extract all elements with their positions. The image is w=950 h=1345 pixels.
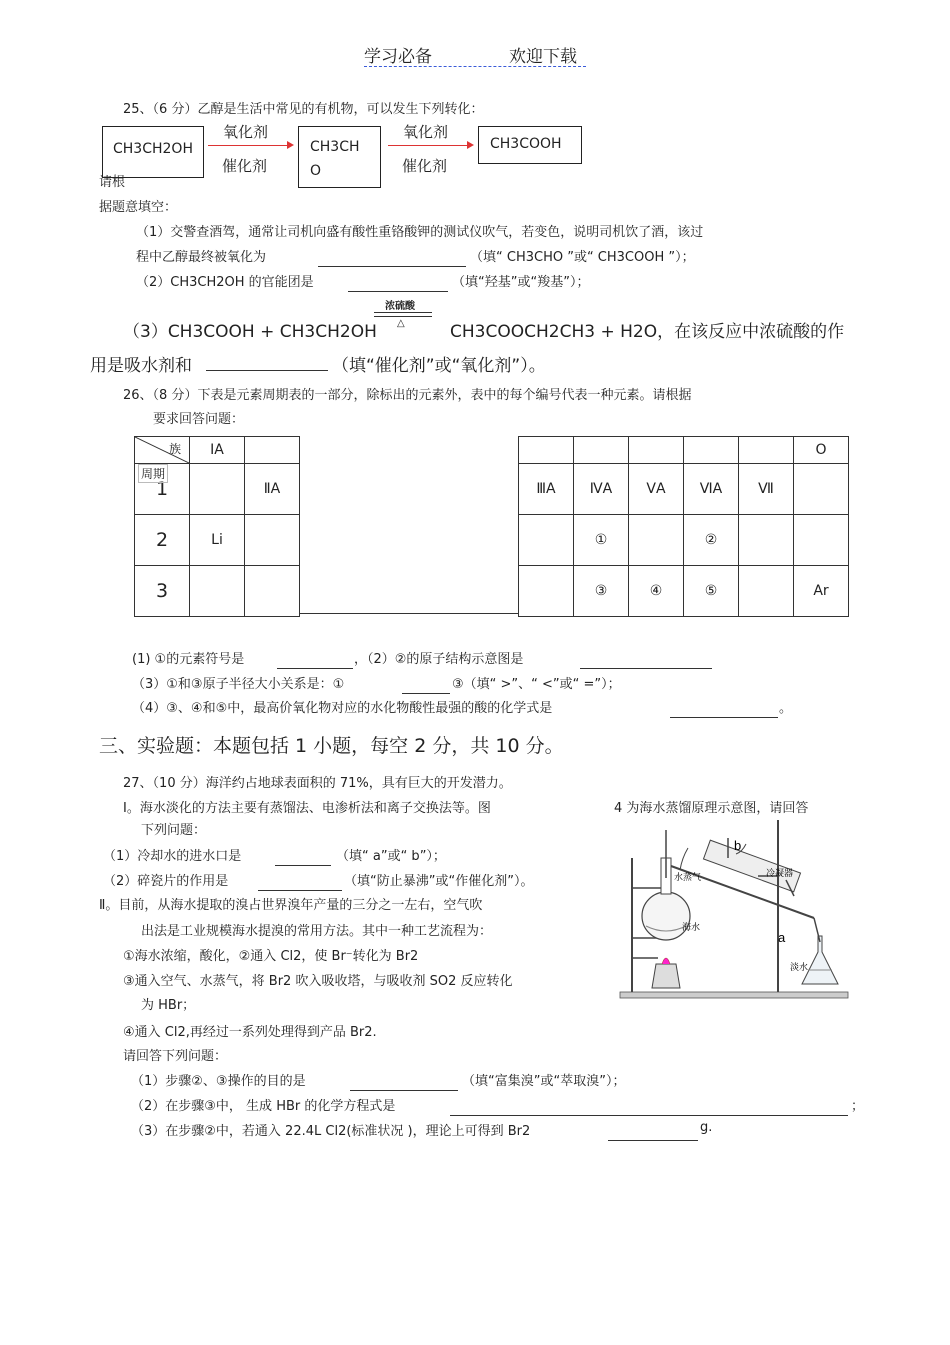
q25-p1a: （1）交警查酒驾，通常让司机向盛有酸性重铬酸钾的测试仪吹气，若变色，说明司机饮了酒，该过 <box>136 225 704 240</box>
pt-group-1a: ⅠA <box>190 437 245 464</box>
pt-cell-3-2 <box>245 566 300 617</box>
q25-blank2[interactable] <box>348 273 448 292</box>
header-left: 学习必备 <box>364 47 432 67</box>
q27-b3b: g. <box>700 1120 713 1135</box>
q27-blank4[interactable] <box>450 1097 848 1116</box>
pt-r-2-3 <box>629 515 684 566</box>
q25-blank1[interactable] <box>318 248 466 267</box>
q26-blank4[interactable] <box>670 699 778 718</box>
pt-r-3-5 <box>739 566 794 617</box>
pt-cell-c3: ③ <box>574 566 629 617</box>
q27-s3b: 为 HBr； <box>141 998 196 1013</box>
section3-heading: 三、实验题：本题包括 1 小题，每空 2 分，共 10 分。 <box>99 735 564 757</box>
q27-s4: ④通入 Cl2,再经过一系列处理得到产品 Br2. <box>123 1025 377 1040</box>
pt-period-3: 3 <box>135 566 190 617</box>
q25-p3-arrow-top <box>374 312 432 313</box>
q27-i1r: 4 为海水蒸馏原理示意图，请回答 <box>614 801 809 816</box>
pt-cell-2-2 <box>245 515 300 566</box>
pt-r-top-1 <box>519 437 574 464</box>
pt-cell-3-1 <box>190 566 245 617</box>
fig-label-fresh: 淡水 <box>790 963 809 973</box>
pt-period-2: 2 <box>135 515 190 566</box>
q25-intro: 据题意填空： <box>99 200 178 215</box>
q26-a3: （3）①和③原子半径大小关系是：① <box>132 677 345 692</box>
q25-arrow1 <box>208 145 292 146</box>
q26-a1: (1) ①的元素符号是 <box>132 652 245 667</box>
pt-r-2-5 <box>739 515 794 566</box>
q27-b1b: （填“富集溴”或“萃取溴”）； <box>462 1074 626 1089</box>
pt-group-3a: ⅢA <box>519 464 574 515</box>
q27-title: 27、（10 分）海洋约占地球表面积的 71%，具有巨大的开发潜力。 <box>123 776 512 791</box>
q27-ii1: Ⅱ。目前，从海水提取的溴占世界溴年产量的三分之一左右，空气吹 <box>99 898 483 913</box>
q27-b3: （3）在步骤②中，若通入 22.4L Cl2(标准状况 )，理论上可得到 Br2 <box>131 1124 531 1139</box>
q25-p3-condition: 浓硫酸 <box>385 301 415 312</box>
pt-group-6a: ⅥA <box>684 464 739 515</box>
pt-r-top-2 <box>574 437 629 464</box>
q25-box-acetaldehyde <box>298 126 381 188</box>
pt-corner-zu: 族 <box>168 442 181 456</box>
pt-r-2-6 <box>794 515 849 566</box>
q26-a1b: ，（2）②的原子结构示意图是 <box>354 652 524 667</box>
q25-p3c: 用是吸水剂和 <box>90 356 192 376</box>
q27-q1: （1）冷却水的进水口是 <box>103 849 242 864</box>
pt-cell-ar: Ar <box>794 566 849 617</box>
q26-title2: 要求回答问题： <box>153 412 245 427</box>
pt-cell-c1: ① <box>574 515 629 566</box>
q27-q1b: （填“ a”或“ b”）； <box>336 849 446 864</box>
q27-blank2[interactable] <box>258 872 342 891</box>
distillation-apparatus-figure <box>618 818 850 1002</box>
q27-blank1[interactable] <box>275 847 331 866</box>
q27-s1: ①海水浓缩，酸化，②通入 Cl2，使 Br⁻转化为 Br2 <box>123 949 419 964</box>
q25-p3b: CH3COOCH2CH3 + H2O，在该反应中浓硫酸的作 <box>450 322 845 342</box>
pt-cell-li: Li <box>190 515 245 566</box>
pt-group-o: O <box>794 437 849 464</box>
periodic-table-left <box>134 436 300 617</box>
q25-p1c: （填“ CH3CHO ”或“ CH3COOH ”）； <box>470 250 695 265</box>
q25-p2a: （2）CH3CH2OH 的官能团是 <box>136 275 314 290</box>
q27-i1: Ⅰ。海水淡化的方法主要有蒸馏法、电渗析法和离子交换法等。图 <box>123 801 491 816</box>
pt-group-2a: ⅡA <box>245 464 300 515</box>
q26-blank2[interactable] <box>580 650 712 669</box>
q27-blank3[interactable] <box>350 1072 458 1091</box>
q27-ii2: 出法是工业规模海水提溴的常用方法。其中一种工艺流程为： <box>141 924 493 939</box>
pt-group-empty <box>245 437 300 464</box>
q26-blank3[interactable] <box>402 675 450 694</box>
q25-arrow1-top: 氧化剂 <box>223 123 269 141</box>
q27-b1: （1）步骤②、③操作的目的是 <box>131 1074 306 1089</box>
q25-box1-text: CH3CH2OH <box>113 141 193 157</box>
q27-ask: 请回答下列问题： <box>123 1049 228 1064</box>
pt-corner <box>135 437 190 464</box>
q27-q2b: （填“防止暴沸”或“作催化剂”）。 <box>344 874 534 889</box>
q25-blank3[interactable] <box>206 352 328 371</box>
fig-label-b: b <box>734 838 742 853</box>
q26-a4: （4）③、④和⑤中，最高价氧化物对应的水化物酸性最强的酸的化学式是 <box>132 701 553 716</box>
fig-label-a: a <box>778 930 786 945</box>
pt-r-1-6 <box>794 464 849 515</box>
q25-box3-text: CH3COOH <box>490 136 562 152</box>
q25-arrow2-top: 氧化剂 <box>403 123 449 141</box>
q26-title: 26、（8 分）下表是元素周期表的一部分，除标出的元素外，表中的每个编号代表一种元素。请根据 <box>123 388 692 403</box>
q25-p2b: （填“羟基”或“羧基”）； <box>452 275 590 290</box>
q25-p3-delta: △ <box>397 318 405 329</box>
q25-arrow2-bottom: 催化剂 <box>402 157 448 175</box>
pt-cell-c2: ② <box>684 515 739 566</box>
pt-r-3-1 <box>519 566 574 617</box>
pt-group-5a: ⅤA <box>629 464 684 515</box>
q27-blank5[interactable] <box>608 1122 698 1141</box>
pt-bottom-connector <box>299 613 519 614</box>
pt-r-top-5 <box>739 437 794 464</box>
q26-a4b: 。 <box>779 701 793 716</box>
pt-r-top-4 <box>684 437 739 464</box>
pt-r-top-3 <box>629 437 684 464</box>
pt-group-7: Ⅶ <box>739 464 794 515</box>
pt-period-1-label: 1 <box>155 478 169 500</box>
pt-cell-c5: ⑤ <box>684 566 739 617</box>
q25-p3-arrow-bottom <box>374 316 432 317</box>
pt-r-2-1 <box>519 515 574 566</box>
header-underline <box>364 66 586 67</box>
q25-p3d: （填“催化剂”或“氧化剂”）。 <box>332 356 546 376</box>
q25-p1b: 程中乙醇最终被氧化为 <box>136 250 267 265</box>
q27-b2b: ； <box>851 1099 865 1114</box>
q25-arrow2 <box>388 145 472 146</box>
header-right: 欢迎下载 <box>509 47 577 67</box>
q27-q2: （2）碎瓷片的作用是 <box>103 874 229 889</box>
q26-a3b: ③（填“ >”、“ <”或“ =”）； <box>452 677 621 692</box>
pt-group-4a: ⅣA <box>574 464 629 515</box>
fig-label-steam: 水蒸气 <box>674 873 702 883</box>
q27-b2: （2）在步骤③中， 生成 HBr 的化学方程式是 <box>131 1099 396 1114</box>
q27-s3: ③通入空气、水蒸气，将 Br2 吹入吸收塔，与吸收剂 SO2 反应转化 <box>123 974 513 989</box>
q25-p3a: （3）CH3COOH + CH3CH2OH <box>123 322 377 342</box>
q25-title: 25、（6 分）乙醇是生活中常见的有机物，可以发生下列转化： <box>123 102 484 117</box>
q27-i2: 下列问题： <box>141 823 207 838</box>
q25-box2-text: CH3CHO <box>310 139 360 179</box>
q25-arrow1-bottom: 催化剂 <box>222 157 268 175</box>
periodic-table-right <box>518 436 849 617</box>
pt-corner-zq: 周期 <box>138 464 168 483</box>
fig-label-sea: 海水 <box>682 923 701 933</box>
pt-cell-c4: ④ <box>629 566 684 617</box>
q25-qinggen: 请根 <box>99 175 126 190</box>
fig-label-condenser: 冷凝器 <box>766 869 794 879</box>
q26-blank1[interactable] <box>277 650 353 669</box>
q25-box-acetic-acid <box>478 126 582 164</box>
pt-cell-1-1 <box>190 464 245 515</box>
pt-period-1 <box>135 464 190 515</box>
